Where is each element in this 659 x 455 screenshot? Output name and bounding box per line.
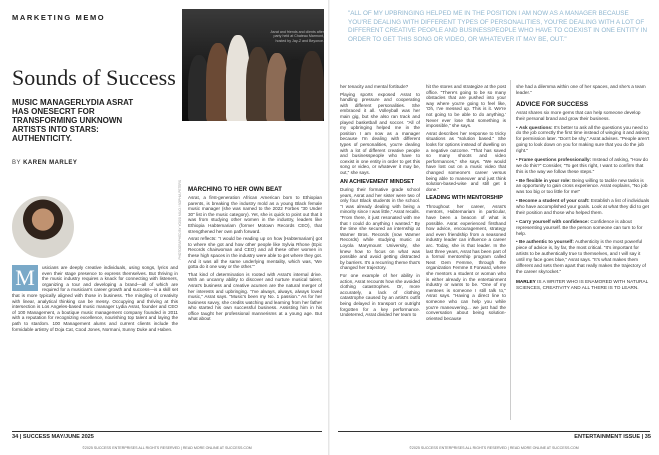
col4-paragraph-2: Asrat describes her response to tricky situations as "solution based." She looks for options instead of dwelling on a negative outcome. "That has saved so many shoots and video performances," she says. "We would have lost out on a music video that changed someone's career versus being able to maneuver and just think solution-based-wise and still get it done."	[426, 130, 506, 192]
col-a-text: she had a dilemma within one of her spaces, and she's a team leader."	[516, 84, 646, 95]
advice-item: • Become a student of your craft: Establish a list of individuals who have accomplished your goals. Look at what they did to get their position and those who helped them.	[516, 198, 650, 215]
group-photo	[182, 9, 324, 121]
drop-cap: M	[12, 265, 38, 291]
folio-right: ENTERTAINMENT ISSUE | 35	[574, 434, 651, 440]
column-divider	[510, 80, 511, 420]
folio-left: 34 | SUCCESS MAY/JUNE 2025	[12, 434, 94, 440]
byline-name: KAREN MARLEY	[23, 160, 78, 166]
section-header-achievement: AN ACHIEVEMENT MINDSET	[340, 178, 415, 185]
pull-quote: "ALL OF MY UPBRINGING HELPED ME IN THE POSITION I AM NOW AS A MANAGER BECAUSE YOU'RE DEALING WITH DIFFERENT TYPES OF PERSONALITIES, YOU'RE DEALING WITH A LOT OF DIFFERENT CREATIVE PEOPLE AND BUSINESSPEOPLE WHO HAVE TO COEXIST IN ONE ENTITY IN ORDER TO GET THIS SONG OR VIDEO, OR WHATEVER IT MAY BE, OUT."	[348, 10, 648, 43]
advice-column	[516, 84, 650, 424]
section-label: MARKETING MEMO	[12, 13, 106, 22]
byline	[12, 160, 77, 166]
folio-label-left: SUCCESS MAY/JUNE 2025	[22, 434, 94, 440]
col3-paragraph-3: During their formative grade school years, Asrat and her sister were two of only four Black students in the school. "I was already dealing with being a minority since I was little," Asrat recalls. "From there, it just resonated with me that I could do anything I wanted." By the time she secured an internship at Warner Bros. Records (now Warner Records) while studying music at Loyola Marymount University, she knew how to focus on what was possible and avoid getting distracted by barriers. It's a recurring theme that's changed her trajectory.	[340, 187, 420, 271]
section-header-own-beat: MARCHING TO HER OWN BEAT	[188, 186, 282, 193]
section-header-mentorship: LEADING WITH MENTORSHIP	[426, 195, 503, 202]
bio-name: MARLEY	[516, 278, 536, 284]
right-page	[330, 0, 659, 455]
advice-item: • Frame questions professionally: Instead of asking, "How do we do this?" Consider, "To get this right, I want to confirm that this is the way we follow these steps."	[516, 156, 649, 174]
mid-paragraph-3: That kind of determination is rooted with Asrat's internal drive. With an uncanny ability to discover and nurture musical talent, Asrat's business and creative acumen are the natural merger of her interests and upbringing. "I've always, always, always loved music," Asrat says. "Music's been my No. 1 passion." As for her business savvy, she credits watching and learning from her father who started his own successful business. Assisting him in his office taught her professional mannerisms at a young age. But what about	[188, 271, 322, 322]
col3-text-column	[340, 84, 420, 424]
col4-paragraph-1: hit the stores and strategize at the post office. "There's going to be so many obstacles that are pushed into your way where you're going to feel like, 'Oh, I've messed up. This is it. We're not going to be able to do anything.' Never ever lose that something is impossible," she says.	[426, 84, 506, 129]
mid-paragraph-2: Asrat reflects: "I would be reading up on how [Habtemariam] got to where she got and how other people like Sylvia Rhone (Epic Records chairwoman and CEO) and all these other women in these high spaces in the industry were able to get where they got. And it was all the same underlying mentality, which was, 'We gotta do it one way or the other.'"	[188, 236, 322, 270]
mid-paragraph-1: Asrat, a first-generation African American born to Ethiopian parents, is breaking the industry mold as a young Black female music manager (she was named to the 2022 Forbes "30 Under 30" list in the music category). Yet, she is quick to point out that it was from studying other women in the industry, leaders like Ethiopia Habtemariam (former Motown Records CEO), that strengthened her own path forward.	[188, 195, 322, 234]
col3-paragraph-2: Playing sports exposed Asrat to handling pressure and cooperating with different personalities. She embraced it all. Volleyball was her main gig, but she also ran track and played basketball and soccer. "All of my upbringing helped me in the position I am now as a manager because I'm dealing with different types of personalities, you're dealing with a lot of different creative people and businesspeople who have to coexist in one entity in order to get this song or video, or whatever it may be, out," she says.	[340, 91, 420, 175]
advice-item: • Be flexible in your role: Being willing to tackle new tasks is an opportunity to gain cross experience. Asrat explains, "No job was too big or too little for me!"	[516, 177, 648, 195]
footer-rule-right	[338, 431, 650, 432]
page-number-left: 34	[12, 434, 19, 440]
author-bio	[516, 279, 650, 291]
article-title: Sounds of Success	[12, 65, 176, 90]
col4-text-column	[426, 84, 506, 424]
col3-paragraph-1: her tenacity and mental fortitude?	[340, 84, 409, 89]
photo-caption: Asrat and friends and clients after party held at Chateau Marmont, hosted by Jay-Z and Beyonce.	[270, 30, 324, 43]
advice-item: • Be authentic to yourself: Authenticity is the most powerful piece of advice is, by far, the most critical. "It's important for artists to be authentically true to themselves, and I will say it until my face goes blue," Asrat says. "It's what makes them different and sets them apart that really makes the trajectory of the career skyrocket."	[516, 239, 646, 274]
left-page	[0, 0, 329, 455]
page-number-right: 35	[644, 434, 651, 440]
col4-paragraph-3: Throughout her career, Asrat's mentors, Habtemariam in particular, have been a beacon of what is possible. Asrat experienced firsthand how advice, encouragement, strategy and even friendship from a seasoned industry leader can influence a career arc. Today, she is that leader. In the last three years, Asrat has been part of a formal mentorship program called Next Gem Femme, through the organization Femme It Forward, where she mentors a student or woman who is either already in the entertainment industry or wants to be. "One of my mentees is someone I still talk to," Asrat says. "Having a direct line to someone who can help you while you're maneuvering... we just had the conversation about being solution-oriented because	[426, 203, 506, 321]
folio-label-right: ENTERTAINMENT ISSUE	[574, 434, 641, 440]
advice-intro: Asrat shares six more gems that can help someone develop their personal brand and grow their business.	[516, 109, 641, 121]
bio-text: IS A WRITER WHO IS ENAMORED WITH NATURAL SCIENCES, CREATIVITY AND ALL THERE IS TO LEARN.	[516, 278, 649, 290]
byline-prefix: BY	[12, 160, 21, 166]
footer-rule	[12, 431, 322, 432]
advice-item: • Ask questions: It's better to ask all the questions you need to do the job correctly the first time instead of winging it and asking for permission later. "Don't be shy," Asrat advises. "People aren't going to look down on you for making sure that you do the job right."	[516, 124, 650, 153]
advice-header: ADVICE FOR SUCCESS	[516, 100, 589, 108]
mid-text-column	[188, 195, 322, 423]
footer-note-right: ©2025 SUCCESS ENTERPRISES ALL RIGHTS RESERVED | READ MORE ONLINE AT SUCCESS.COM	[409, 446, 579, 450]
article-dek: MUSIC MANAGERLYDIA ASRAT HAS ONESECRT FOR TRANSFORMING UNKNOWN ARTISTS INTO STARS: AUTHENTICITY.	[12, 98, 134, 143]
portrait-photo	[12, 196, 74, 258]
advice-list	[516, 125, 650, 275]
intro-text-column	[12, 265, 178, 425]
col3-paragraph-4: For one example of her ability in action, Asrat recounts how she avoided clothing catastrophes. Or, more accurately, a lack of clothing catastrophe caused by an artist's outfit being delayed in transport or outright forgotten for a key performance. Undeterred, Asrat divided her team to	[340, 273, 420, 318]
advice-item: • Carry yourself with confidence: Confidence is about representing yourself. Be the person someone can turn to for help.	[516, 218, 643, 236]
footer-note-left: ©2025 SUCCESS ENTERPRISES ALL RIGHTS RESERVED | READ MORE ONLINE AT SUCCESS.COM	[82, 446, 252, 450]
photo-credit: PHOTOGRAPHED BY YOSSI MILO / SOPHIA PETERS	[178, 180, 182, 260]
intro-text: usicians are deeply creative individuals, using songs, lyrics and even their stage presence to express themselves. But thriving in the music industry requires a knack for connecting with listeners, organizing a tour and developing a brand—all of which are required for a musician's career growth and success—is a skill set that is more typically aligned with those in business. The mingling of creativity with linear, analytical thinking can be messy. Occupying and thriving at this intersection is Los Angeles-based music manager Lydia Asrat, founder and CEO of 100 Management, a boutique music management company founded in 2011 with a reputation for recognizing excellence, nourishing top talent and laying the path to stardom. 100 Management alums and current clients include the formidable artistry of Doja Cat, Cood Jones, Normani, Sunny Duke and Haben.	[12, 265, 178, 332]
